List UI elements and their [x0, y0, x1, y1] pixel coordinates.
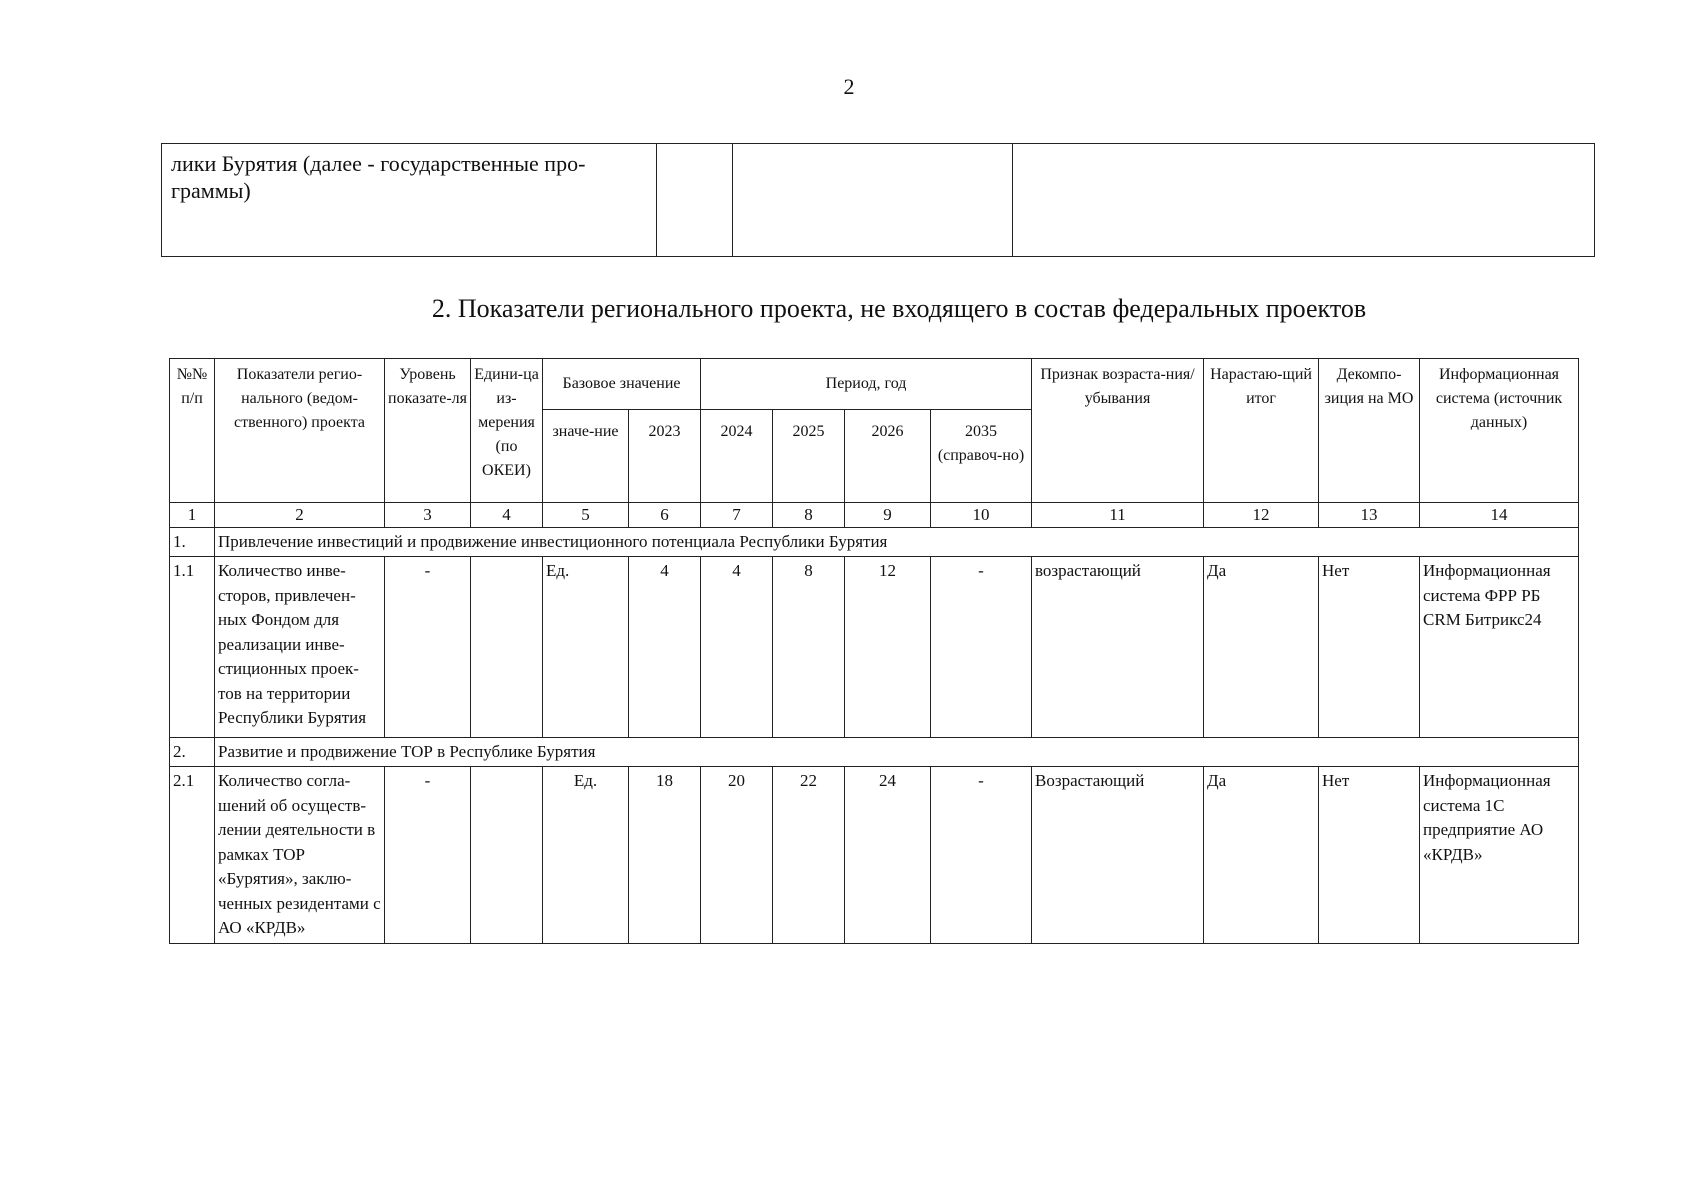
header-base-value: значе-ние: [543, 410, 629, 503]
indicator-unit: [471, 767, 543, 944]
column-number: 6: [629, 503, 701, 528]
row-num: 2.1: [170, 767, 215, 944]
column-number: 10: [931, 503, 1032, 528]
header-base-year: 2023: [629, 410, 701, 503]
continuation-cell-empty: [1013, 144, 1595, 257]
trend: Возрастающий: [1032, 767, 1204, 944]
indicator-name: Количество согла-шений об осуществ-лении деятельности в рамках ТОР «Бурятия», заклю-ченных резидентами с АО «КРДВ»: [215, 767, 385, 944]
indicators-table: [169, 358, 1579, 944]
section-title: 2. Показатели регионального проекта, не входящего в состав федеральных проектов: [431, 294, 1367, 323]
page-number: 2: [843, 74, 855, 99]
cumulative: Да: [1204, 557, 1319, 738]
continuation-table: [161, 143, 1595, 257]
header-year-2024: 2024: [701, 410, 773, 503]
header-base: Базовое значение: [543, 359, 701, 410]
base-2023: 18: [629, 767, 701, 944]
continuation-cell-empty: [733, 144, 1013, 257]
header-cumulative: Нарастаю-щий итог: [1204, 359, 1319, 503]
section-title-cell: Развитие и продвижение ТОР в Республике Бурятия: [215, 738, 1579, 767]
value-2026: 12: [845, 557, 931, 738]
value-2025: 8: [773, 557, 845, 738]
column-number: 4: [471, 503, 543, 528]
section-num: 1.: [170, 528, 215, 557]
value-2025: 22: [773, 767, 845, 944]
value-2035: -: [931, 557, 1032, 738]
header-unit: Едини-ца из-мерения (по ОКЕИ): [471, 359, 543, 503]
value-2024: 4: [701, 557, 773, 738]
section-row: [170, 528, 1579, 557]
section-num: 2.: [170, 738, 215, 767]
header-indicator: Показатели регио-нального (ведом-ственного) проекта: [215, 359, 385, 503]
column-number: 2: [215, 503, 385, 528]
column-number: 13: [1319, 503, 1420, 528]
indicator-name: Количество инве-сторов, привлечен-ных Фондом для реализации инве-стиционных проек-тов на территории Республики Бурятия: [215, 557, 385, 738]
column-number: 12: [1204, 503, 1319, 528]
continuation-cell-empty: [657, 144, 733, 257]
indicator-level: -: [385, 767, 471, 944]
header-source: Информационная система (источник данных): [1420, 359, 1579, 503]
value-2026: 24: [845, 767, 931, 944]
row-num: 1.1: [170, 557, 215, 738]
column-number: 8: [773, 503, 845, 528]
data-source: Информационная система 1С предприятие АО «КРДВ»: [1420, 767, 1579, 944]
header-num: №№ п/п: [170, 359, 215, 503]
base-2023: 4: [629, 557, 701, 738]
indicator-unit: [471, 557, 543, 738]
section-title-cell: Привлечение инвестиций и продвижение инвестиционного потенциала Республики Бурятия: [215, 528, 1579, 557]
section-row: [170, 738, 1579, 767]
decomposition: Нет: [1319, 557, 1420, 738]
header-trend: Признак возраста-ния/убывания: [1032, 359, 1204, 503]
header-year-2025: 2025: [773, 410, 845, 503]
column-number-row: [170, 503, 1579, 528]
header-level: Уровень показате-ля: [385, 359, 471, 503]
header-year-2026: 2026: [845, 410, 931, 503]
table-row: [170, 767, 1579, 944]
base-value: Ед.: [543, 557, 629, 738]
column-number: 9: [845, 503, 931, 528]
column-number: 3: [385, 503, 471, 528]
indicator-level: -: [385, 557, 471, 738]
value-2035: -: [931, 767, 1032, 944]
column-number: 11: [1032, 503, 1204, 528]
header-row: [170, 359, 1579, 410]
column-number: 7: [701, 503, 773, 528]
column-number: 1: [170, 503, 215, 528]
header-period: Период, год: [701, 359, 1032, 410]
header-decomposition: Декомпо-зиция на МО: [1319, 359, 1420, 503]
base-value: Ед.: [543, 767, 629, 944]
cumulative: Да: [1204, 767, 1319, 944]
decomposition: Нет: [1319, 767, 1420, 944]
data-source: Информационная система ФРР РБ CRM Битрикс24: [1420, 557, 1579, 738]
trend: возрастающий: [1032, 557, 1204, 738]
continuation-text: лики Бурятия (далее - государственные про-граммы): [162, 144, 657, 257]
header-year-2035: 2035 (справоч-но): [931, 410, 1032, 503]
table-row: [170, 557, 1579, 738]
column-number: 5: [543, 503, 629, 528]
value-2024: 20: [701, 767, 773, 944]
column-number: 14: [1420, 503, 1579, 528]
